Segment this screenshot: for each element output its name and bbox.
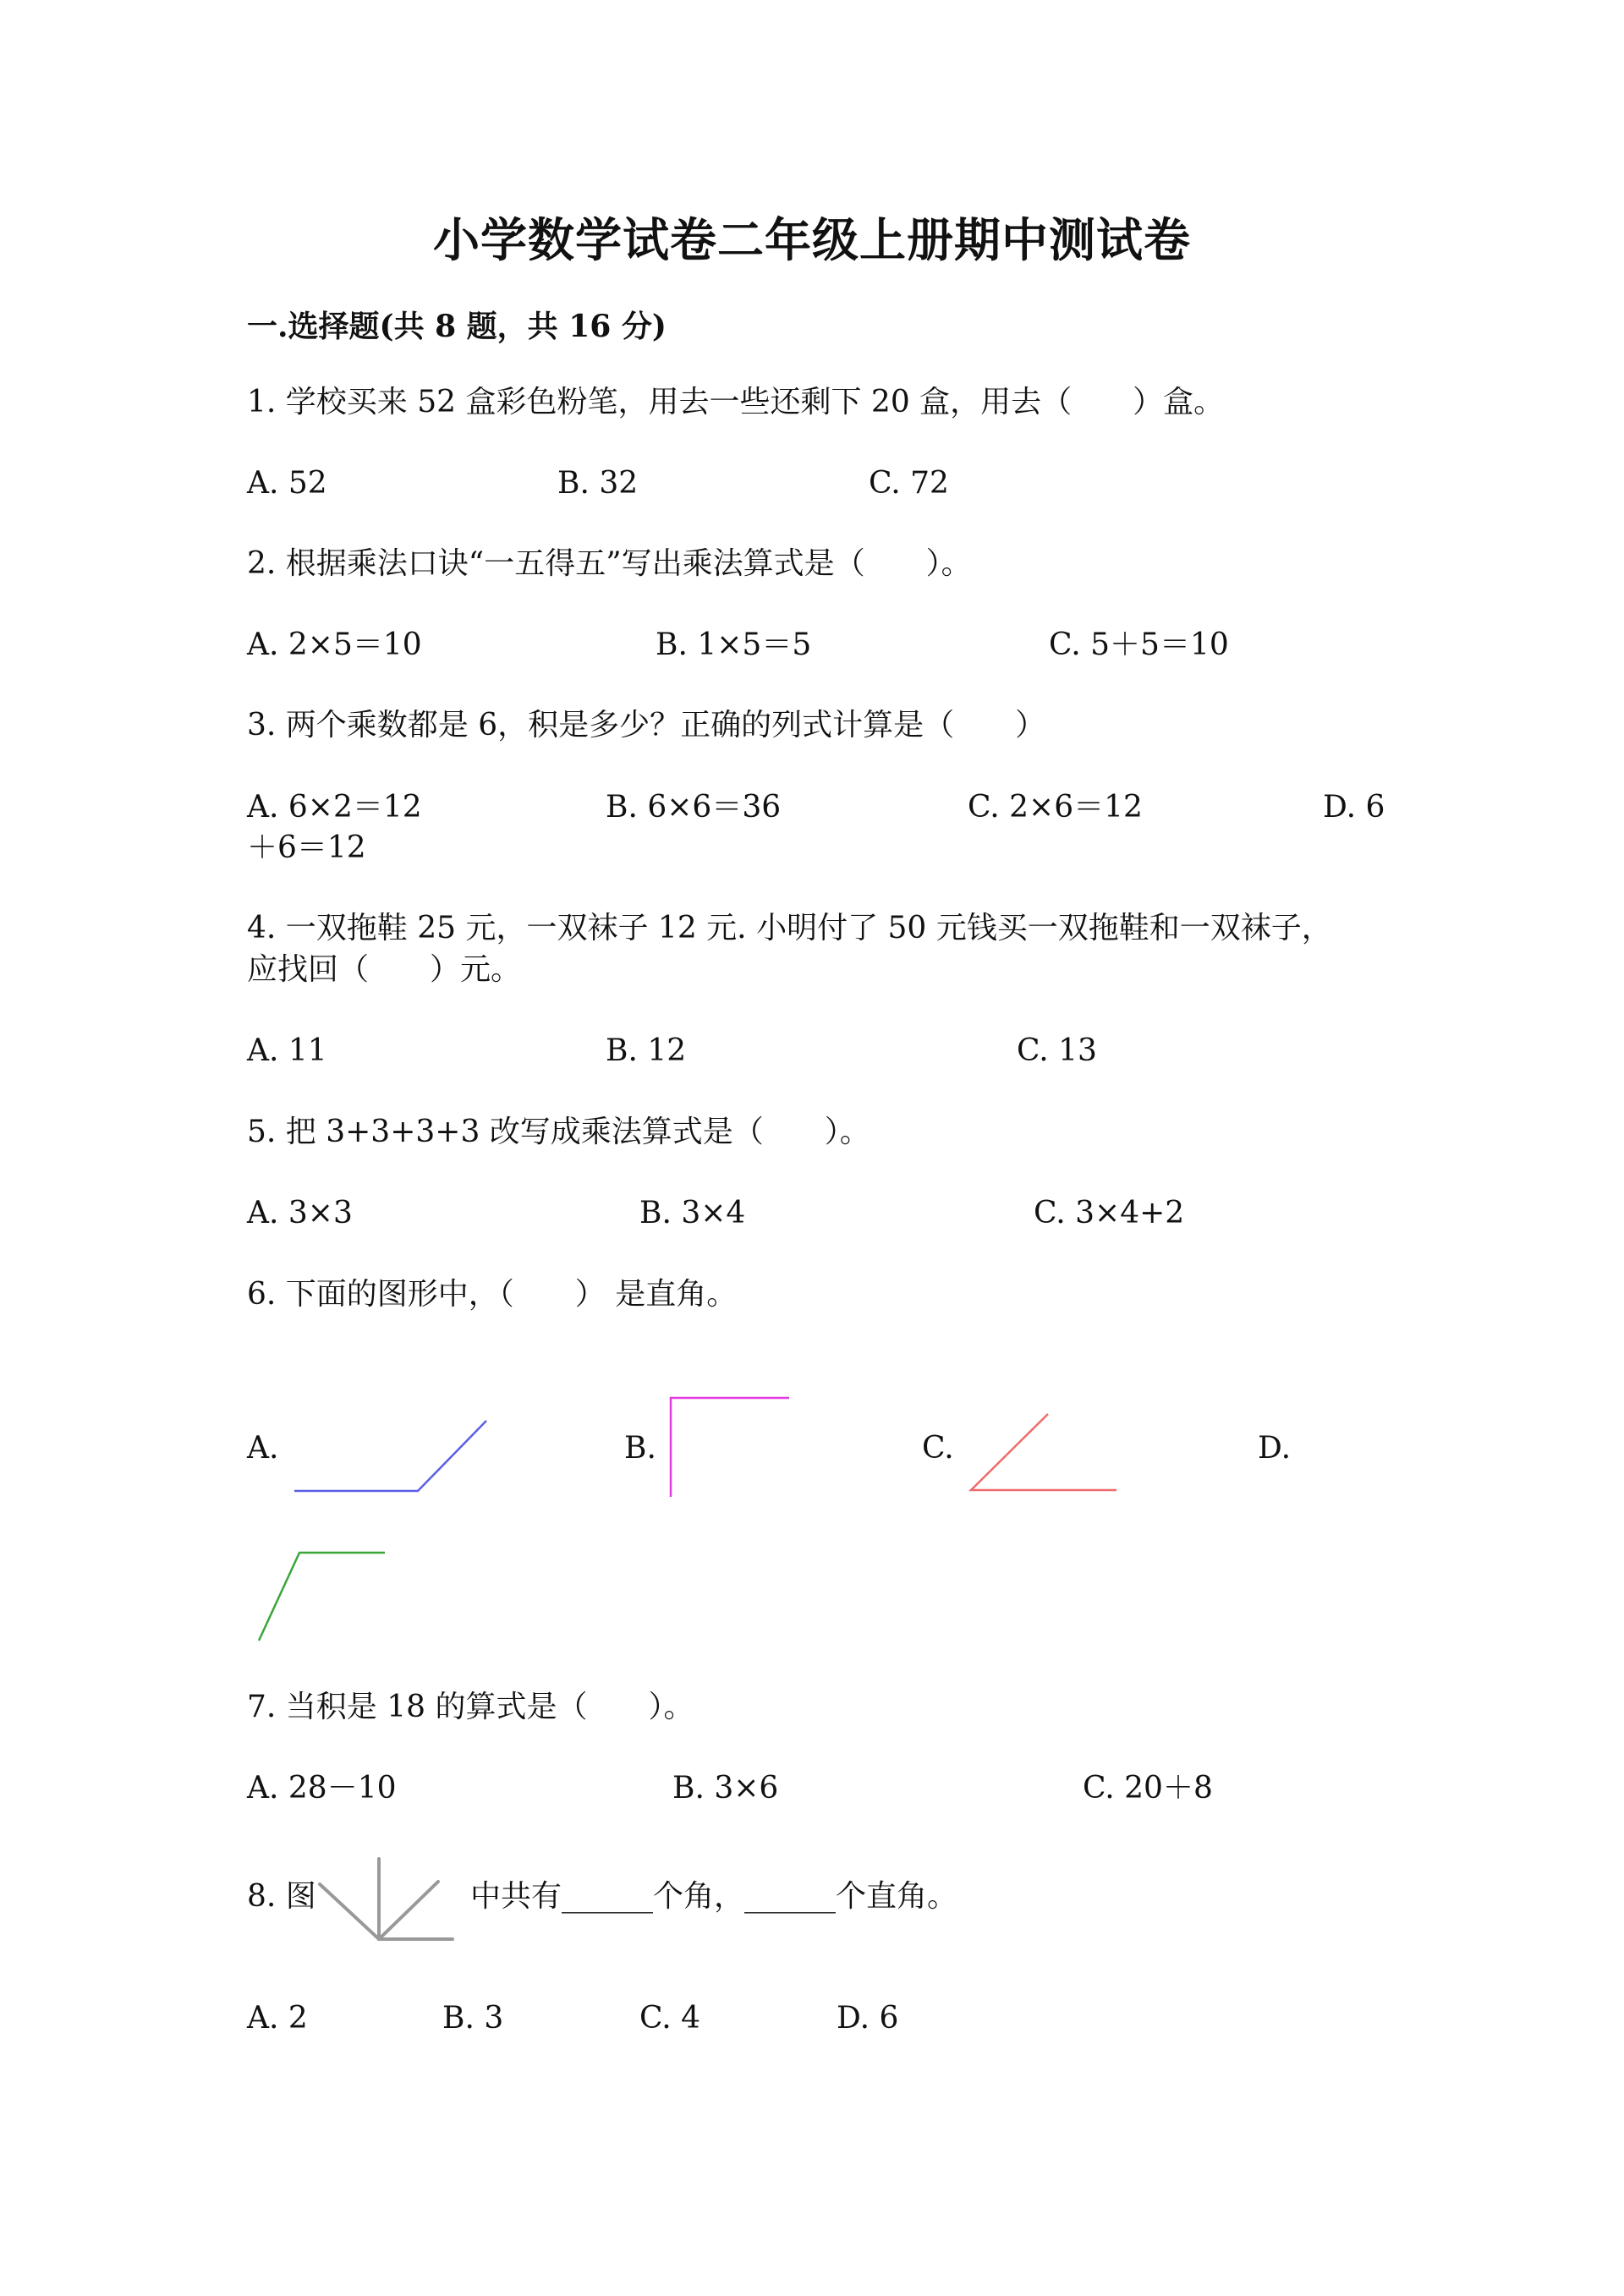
page-title: 小学数学试卷二年级上册期中测试卷 — [432, 212, 1191, 267]
question-8-stem-start: 8. 图 — [247, 1879, 316, 1914]
question-5-option-c[interactable]: C. 3×4+2 — [1034, 1196, 1185, 1230]
question-6-option-c[interactable]: C. — [922, 1431, 954, 1466]
question-2-option-b[interactable]: B. 1×5＝5 — [656, 627, 812, 662]
question-4-option-a[interactable]: A. 11 — [247, 1033, 327, 1068]
question-1-stem: 1. 学校买来 52 盒彩色粉笔，用去一些还剩下 20 盒，用去（ ）盒。 — [247, 385, 1225, 419]
angle-figure-a — [294, 1421, 486, 1491]
question-8-angle-fan-figure — [313, 1852, 461, 1954]
question-5-stem: 5. 把 3+3+3+3 改写成乘法算式是（ ）。 — [247, 1115, 870, 1149]
question-4-stem: 4. 一双拖鞋 25 元，一双袜子 12 元. 小明付了 50 元钱买一双拖鞋和一双袜子， — [247, 911, 1332, 945]
question-8-option-d[interactable]: D. 6 — [837, 2001, 899, 2036]
question-4-stem-line2: 应找回（ ）元。 — [247, 952, 522, 987]
question-7-option-b[interactable]: B. 3×6 — [672, 1771, 779, 1806]
question-8-stem-end: 中共有______个角，______个直角。 — [470, 1879, 958, 1914]
question-3-option-d-continued: ＋6＝12 — [247, 830, 366, 865]
question-6-option-d[interactable]: D. — [1258, 1431, 1292, 1466]
question-7-stem: 7. 当积是 18 的算式是（ ）。 — [247, 1690, 694, 1724]
question-2-stem: 2. 根据乘法口诀“一五得五”写出乘法算式是（ ）。 — [247, 546, 972, 581]
question-7-option-c[interactable]: C. 20＋8 — [1083, 1771, 1213, 1806]
question-3-option-d[interactable]: D. 6 — [1323, 790, 1385, 825]
angle-figure-c — [971, 1414, 1116, 1490]
question-2-option-a[interactable]: A. 2×5＝10 — [247, 627, 422, 662]
question-2-option-c[interactable]: C. 5＋5＝10 — [1049, 627, 1229, 662]
question-4-option-c[interactable]: C. 13 — [1017, 1033, 1097, 1068]
question-1-option-b[interactable]: B. 32 — [557, 466, 639, 501]
section-heading: 一.选择题(共 8 题，共 16 分) — [247, 309, 667, 344]
question-1-option-a[interactable]: A. 52 — [247, 466, 327, 501]
question-8-option-c[interactable]: C. 4 — [639, 2001, 701, 2036]
question-4-option-b[interactable]: B. 12 — [606, 1033, 687, 1068]
question-3-option-c[interactable]: C. 2×6＝12 — [968, 790, 1143, 825]
angle-figure-d — [259, 1553, 385, 1641]
question-5-option-a[interactable]: A. 3×3 — [247, 1196, 353, 1230]
question-8-option-a[interactable]: A. 2 — [247, 2001, 308, 2036]
question-6-option-b[interactable]: B. — [624, 1431, 656, 1466]
question-6-option-a[interactable]: A. — [247, 1431, 279, 1466]
question-5-option-b[interactable]: B. 3×4 — [639, 1196, 746, 1230]
question-3-stem: 3. 两个乘数都是 6，积是多少？正确的列式计算是（ ） — [247, 708, 1046, 743]
question-7-option-a[interactable]: A. 28－10 — [247, 1771, 397, 1806]
question-1-option-c[interactable]: C. 72 — [869, 466, 949, 501]
question-3-option-a[interactable]: A. 6×2＝12 — [247, 790, 422, 825]
question-3-option-b[interactable]: B. 6×6＝36 — [606, 790, 782, 825]
question-6-stem: 6. 下面的图形中，（ ） 是直角。 — [247, 1277, 738, 1312]
question-8-option-b[interactable]: B. 3 — [442, 2001, 504, 2036]
angle-figure-b — [671, 1398, 789, 1497]
